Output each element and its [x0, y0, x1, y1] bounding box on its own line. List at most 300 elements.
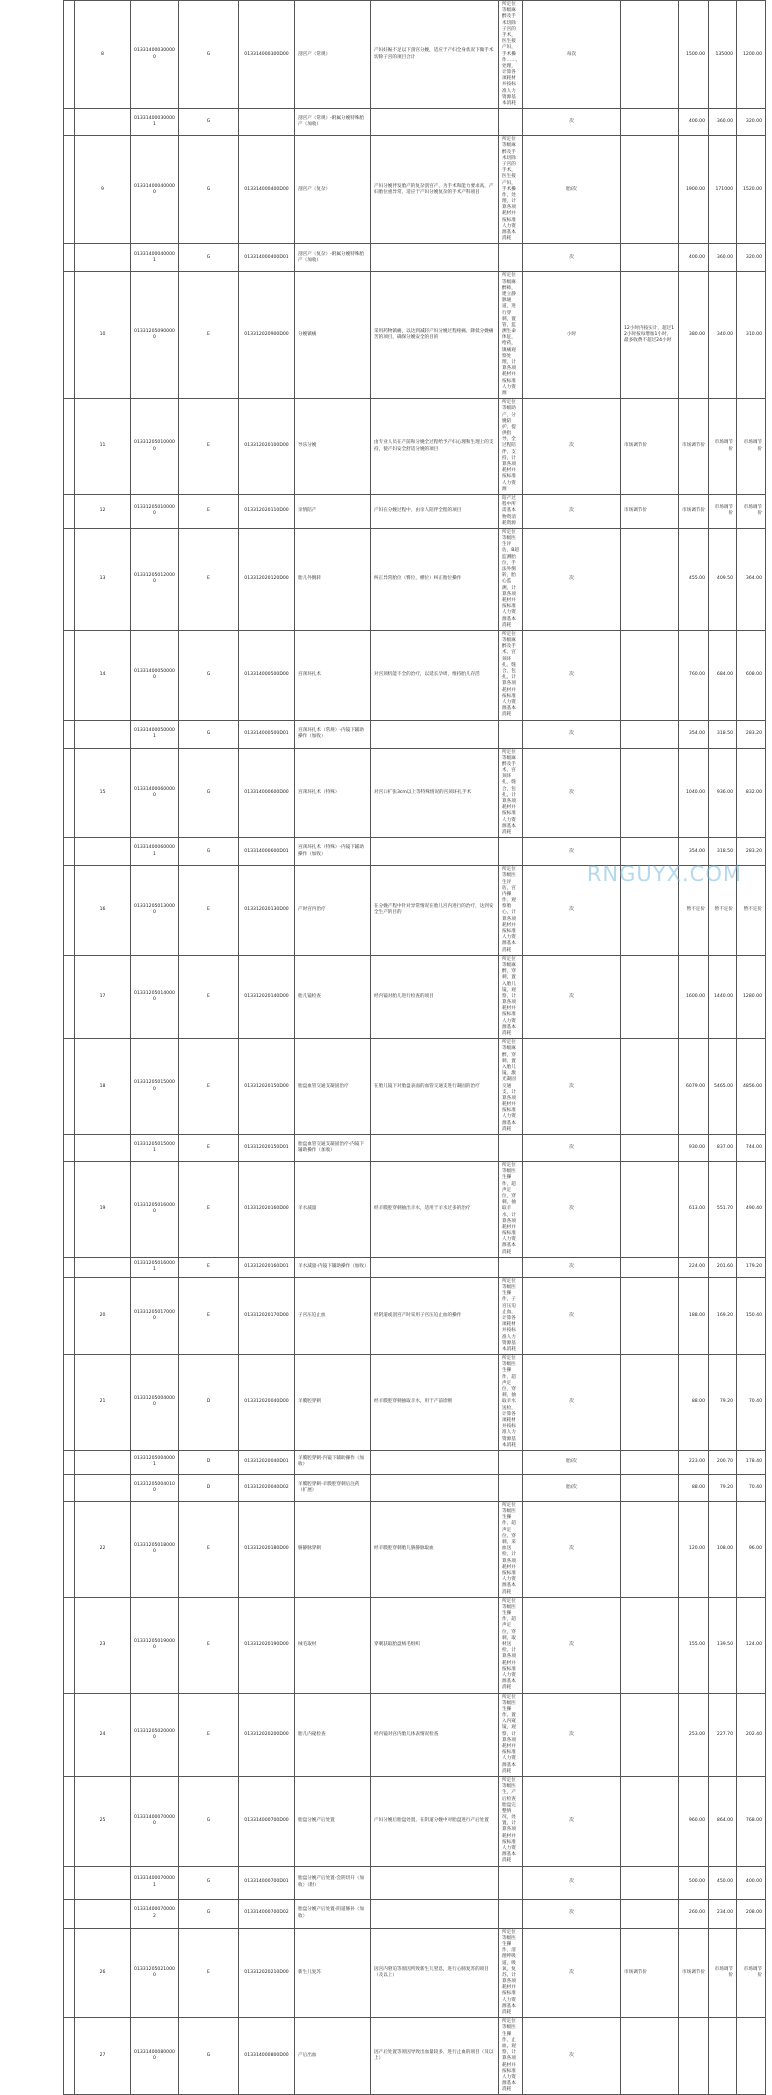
- item-description: 在胎儿镜下对胎盘表面的血管交通支进行凝固的治疗: [371, 1039, 499, 1135]
- table-row: [64, 748, 766, 838]
- price-note: [621, 720, 679, 748]
- item-description: 产妇妊娠不足以下剖宫分娩，适应于产妇全身状况下做手术切除子宫的项目合计: [371, 1, 499, 109]
- price-tier-2: 837.00: [709, 1135, 737, 1162]
- item-description: 采用药物镇痛，以达到减轻产妇分娩过程疼痛，降低分娩痛苦的项目，确保分娩安全的目的: [371, 272, 499, 399]
- price-tier-3: 283.20: [737, 720, 766, 748]
- price-tier-2: 135000: [709, 1, 737, 109]
- item-name: 子宫压迫止血: [295, 1277, 371, 1354]
- price-tier-1: [679, 2018, 709, 2095]
- pricing-unit: 胎/次: [523, 1474, 621, 1501]
- table-row: [64, 1776, 766, 1866]
- table-row: [64, 630, 766, 720]
- row-margin-cell: [64, 955, 75, 1038]
- service-content: 陪产过程中所需基本物资消耗资源: [499, 494, 523, 528]
- service-content: 所定位等级医生操作，止血，观察，计算各项耗材并按标准人力资源基本消耗: [499, 2018, 523, 2095]
- sub-code: 013314000700D02: [239, 1899, 295, 1928]
- pricing-unit: 次: [523, 109, 621, 136]
- price-note: [621, 1355, 679, 1451]
- price-note: [621, 1501, 679, 1597]
- item-name: 分娩镇痛: [295, 272, 371, 399]
- item-category: E: [179, 528, 239, 630]
- price-tier-3: 178.40: [737, 1450, 766, 1474]
- sub-code: 013314000600D01: [239, 838, 295, 866]
- item-name: 宫颈环扎术: [295, 630, 371, 720]
- item-description: 产妇在分娩过程中，由亲人陪伴全程的项目: [371, 494, 499, 528]
- price-note: [621, 1597, 679, 1693]
- table-row: [64, 2018, 766, 2095]
- item-code: 013314000600001: [131, 838, 179, 866]
- service-content: 所定位等级麻醉及手术切除子宫的手术，医生接产妇，手术操作……，处理，计算各项耗材并按标准人力资源基本消耗: [499, 1, 523, 109]
- price-tier-2: 360.00: [709, 244, 737, 272]
- price-tier-3: 1280.00: [737, 955, 766, 1038]
- table-row: [64, 1474, 766, 1501]
- item-description: 因产后处置等原因导致出血量较多，进行止血的项目（及以上）: [371, 2018, 499, 2095]
- pricing-unit: 胎/次: [523, 136, 621, 244]
- service-content: 所定位等级医生操作，超声定位，穿刺，取材送检，计算各项耗材并按标准人力资源基本消耗: [499, 1597, 523, 1693]
- item-name: 导乐分娩: [295, 399, 371, 495]
- pricing-unit: 次: [523, 1928, 621, 2018]
- item-name: 亲情陪产: [295, 494, 371, 528]
- table-row: [64, 1597, 766, 1693]
- item-name: 羊膜腔穿刺-羊膜腔穿刺后注药（扩展）: [295, 1474, 371, 1501]
- service-content: [499, 109, 523, 136]
- row-seq: 23: [75, 1597, 131, 1693]
- item-category: E: [179, 1597, 239, 1693]
- item-category: G: [179, 1, 239, 109]
- item-code: 013312050180000: [131, 1501, 179, 1597]
- item-category: G: [179, 1899, 239, 1928]
- service-content: [499, 1866, 523, 1899]
- pricing-unit: 次: [523, 244, 621, 272]
- table-row: [64, 136, 766, 244]
- item-category: E: [179, 1039, 239, 1135]
- price-note: [621, 1776, 679, 1866]
- row-seq: [75, 109, 131, 136]
- item-code: 013314000400001: [131, 244, 179, 272]
- price-tier-1: 暂不定价: [679, 866, 709, 956]
- item-name: 羊水减量: [295, 1162, 371, 1258]
- price-tier-3: 283.20: [737, 838, 766, 866]
- item-description: [371, 1135, 499, 1162]
- table-row: [64, 1277, 766, 1354]
- item-code: 013312050040000: [131, 1355, 179, 1451]
- table-row: [64, 1039, 766, 1135]
- item-description: [371, 1866, 499, 1899]
- price-tier-3: 4856.00: [737, 1039, 766, 1135]
- table-row: [64, 1135, 766, 1162]
- sub-code: 013312020150D01: [239, 1135, 295, 1162]
- price-tier-2: 864.00: [709, 1776, 737, 1866]
- price-tier-1: 760.00: [679, 630, 709, 720]
- item-name: 羊膜腔穿刺: [295, 1355, 371, 1451]
- price-tier-3: 暂不定价: [737, 866, 766, 956]
- price-note: [621, 1039, 679, 1135]
- pricing-unit: 次: [523, 748, 621, 838]
- item-category: G: [179, 630, 239, 720]
- item-name: 胎儿外倒转: [295, 528, 371, 630]
- item-description: [371, 1474, 499, 1501]
- price-tier-1: 380.00: [679, 272, 709, 399]
- item-name: 剖宫产（复杂）: [295, 136, 371, 244]
- price-note: [621, 1162, 679, 1258]
- price-note: 12小时内按实计，超过12小时按每增加1小时，最多收费不超过24小时: [621, 272, 679, 399]
- sub-code: 013312020120D00: [239, 528, 295, 630]
- item-description: 对宫口扩张3cm以上等特殊情况的宫颈环扎手术: [371, 748, 499, 838]
- item-description: 经羊膜腔穿刺抽出羊水，适用于羊水过多的治疗: [371, 1162, 499, 1258]
- row-seq: [75, 1474, 131, 1501]
- item-name: 胎儿镜检查: [295, 955, 371, 1038]
- item-code: 013314000300000: [131, 1, 179, 109]
- row-margin-cell: [64, 720, 75, 748]
- pricing-unit: 次: [523, 1257, 621, 1277]
- item-code: 013312050160001: [131, 1257, 179, 1277]
- item-code: 013314000500000: [131, 630, 179, 720]
- row-seq: [75, 1257, 131, 1277]
- row-margin-cell: [64, 1928, 75, 2018]
- item-description: [371, 1450, 499, 1474]
- service-content: [499, 1474, 523, 1501]
- row-margin-cell: [64, 630, 75, 720]
- price-tier-1: 188.00: [679, 1277, 709, 1354]
- pricing-unit: 次: [523, 1355, 621, 1451]
- service-content: 所定位等级医生，产后检查胎盘完整情况，处置，计算各项耗材并按标准人力资源基本消耗: [499, 1776, 523, 1866]
- item-category: E: [179, 1257, 239, 1277]
- table-row: [64, 1501, 766, 1597]
- price-note: [621, 1866, 679, 1899]
- price-note: [621, 1899, 679, 1928]
- price-note: [621, 109, 679, 136]
- pricing-unit: 次: [523, 1501, 621, 1597]
- item-category: E: [179, 1501, 239, 1597]
- item-category: E: [179, 1277, 239, 1354]
- pricing-unit: 次: [523, 528, 621, 630]
- row-seq: 8: [75, 1, 131, 109]
- price-tier-3: 市场调节价: [737, 399, 766, 495]
- item-description: 产妇分娩伴发胎产的复杂剖宫产，为手术和能力要求高，产妇胎位重异常，适应于产妇分娩复杂的手术产科项目: [371, 136, 499, 244]
- row-seq: 18: [75, 1039, 131, 1135]
- price-tier-1: 市场调节价: [679, 1928, 709, 2018]
- row-seq: 21: [75, 1355, 131, 1451]
- row-margin-cell: [64, 399, 75, 495]
- item-code: 013312050150001: [131, 1135, 179, 1162]
- price-note: 市场调节价: [621, 494, 679, 528]
- item-code: 013312050210000: [131, 1928, 179, 2018]
- item-category: D: [179, 1450, 239, 1474]
- price-tier-3: 70.40: [737, 1355, 766, 1451]
- price-tier-2: 市场调节价: [709, 494, 737, 528]
- price-tier-2: 200.70: [709, 1450, 737, 1474]
- sub-code: 013312020180D00: [239, 1501, 295, 1597]
- service-content: [499, 1899, 523, 1928]
- row-seq: [75, 838, 131, 866]
- row-margin-cell: [64, 1693, 75, 1776]
- item-code: 013314000400000: [131, 136, 179, 244]
- service-content: 所定位等级医生操作，置入内窥镜，观察，计算各项耗材并按标准人力资源基本消耗: [499, 1693, 523, 1776]
- row-margin-cell: [64, 109, 75, 136]
- pricing-unit: 每次: [523, 1, 621, 109]
- table-row: [64, 1866, 766, 1899]
- price-tier-2: 409.50: [709, 528, 737, 630]
- price-tier-1: 市场调节价: [679, 494, 709, 528]
- price-tier-3: 1520.00: [737, 136, 766, 244]
- item-category: G: [179, 109, 239, 136]
- price-tier-2: 108.00: [709, 1501, 737, 1597]
- row-seq: 15: [75, 748, 131, 838]
- item-category: G: [179, 244, 239, 272]
- item-category: G: [179, 1866, 239, 1899]
- price-tier-1: 88.00: [679, 1474, 709, 1501]
- service-content: 所定位等级医生操作，超声定位，穿刺，抽取羊水，计算各项耗材并按标准人力资源基本消耗: [499, 1162, 523, 1258]
- price-tier-1: 1600.00: [679, 955, 709, 1038]
- row-seq: 14: [75, 630, 131, 720]
- row-margin-cell: [64, 494, 75, 528]
- item-code: 013314000700002: [131, 1899, 179, 1928]
- price-tier-1: 930.00: [679, 1135, 709, 1162]
- price-note: [621, 748, 679, 838]
- table-row: [64, 272, 766, 399]
- price-tier-2: 139.50: [709, 1597, 737, 1693]
- service-content: 所定位等级医生评估，B超监测胎位，手法外倒转，胎心监测，计算各项耗材并按标准人力资源基本消耗: [499, 528, 523, 630]
- price-tier-1: 455.00: [679, 528, 709, 630]
- row-margin-cell: [64, 272, 75, 399]
- row-margin-cell: [64, 1597, 75, 1693]
- item-description: 对宫颈机能不全的治疗，以延长孕周，维持胎儿存活: [371, 630, 499, 720]
- price-note: [621, 528, 679, 630]
- price-note: [621, 1450, 679, 1474]
- price-tier-1: 6079.00: [679, 1039, 709, 1135]
- item-name: 胎盘血管交通支凝固治疗-内镜下辅助操作（加收）: [295, 1135, 371, 1162]
- row-margin-cell: [64, 1039, 75, 1135]
- item-name: 胎盘血管交通支凝固治疗: [295, 1039, 371, 1135]
- table-row: [64, 109, 766, 136]
- pricing-unit: 次: [523, 1039, 621, 1135]
- row-seq: 27: [75, 2018, 131, 2095]
- service-content: 所定位等级麻醉，穿刺，置入胎儿镜，观察，计算各项耗材并按标准人力资源基本消耗: [499, 955, 523, 1038]
- item-category: E: [179, 1135, 239, 1162]
- item-category: E: [179, 866, 239, 956]
- row-seq: 17: [75, 955, 131, 1038]
- pricing-unit: 次: [523, 1866, 621, 1899]
- item-description: [371, 838, 499, 866]
- price-tier-1: 1900.00: [679, 136, 709, 244]
- row-margin-cell: [64, 528, 75, 630]
- item-name: 产时宫内治疗: [295, 866, 371, 956]
- price-tier-1: 1040.00: [679, 748, 709, 838]
- row-seq: 22: [75, 1501, 131, 1597]
- item-name: 产后出血: [295, 2018, 371, 2095]
- item-category: G: [179, 838, 239, 866]
- sub-code: 013314000400D00: [239, 136, 295, 244]
- item-category: G: [179, 748, 239, 838]
- price-tier-1: 1500.00: [679, 1, 709, 109]
- price-tier-2: 936.00: [709, 748, 737, 838]
- row-seq: 12: [75, 494, 131, 528]
- item-code: 013314000500001: [131, 720, 179, 748]
- price-tier-3: 150.40: [737, 1277, 766, 1354]
- sub-code: 013312020160D00: [239, 1162, 295, 1258]
- item-code: 013312050200000: [131, 1693, 179, 1776]
- item-code: 013312050040001: [131, 1450, 179, 1474]
- price-note: [621, 1277, 679, 1354]
- pricing-unit: 次: [523, 1693, 621, 1776]
- row-seq: 19: [75, 1162, 131, 1258]
- item-code: 013312050100000: [131, 494, 179, 528]
- price-tier-2: 79.20: [709, 1355, 737, 1451]
- price-tier-2: 450.00: [709, 1866, 737, 1899]
- row-margin-cell: [64, 136, 75, 244]
- price-tier-2: 360.00: [709, 109, 737, 136]
- price-tier-2: 684.00: [709, 630, 737, 720]
- row-seq: [75, 1135, 131, 1162]
- price-tier-3: 364.00: [737, 528, 766, 630]
- price-tier-1: 960.00: [679, 1776, 709, 1866]
- price-note: [621, 630, 679, 720]
- row-margin-cell: [64, 1776, 75, 1866]
- price-tier-2: 340.00: [709, 272, 737, 399]
- item-name: 胎盘分娩产后处置-会阴切开（加收）（附）: [295, 1866, 371, 1899]
- price-note: [621, 955, 679, 1038]
- sub-code: 013312020040D00: [239, 1355, 295, 1451]
- price-tier-2: 227.70: [709, 1693, 737, 1776]
- item-category: E: [179, 1162, 239, 1258]
- pricing-unit: 次: [523, 1776, 621, 1866]
- price-tier-3: [737, 2018, 766, 2095]
- service-content: [499, 244, 523, 272]
- item-description: 经阴道或剖宫产时采用子宫压迫止血的操作: [371, 1277, 499, 1354]
- price-tier-3: 124.00: [737, 1597, 766, 1693]
- price-tier-1: 223.00: [679, 1450, 709, 1474]
- item-name: 宫颈环扎术（特殊）: [295, 748, 371, 838]
- price-tier-1: 155.00: [679, 1597, 709, 1693]
- price-note: 市场调节价: [621, 399, 679, 495]
- sub-code: 013312020170D00: [239, 1277, 295, 1354]
- price-tier-1: 253.00: [679, 1693, 709, 1776]
- sub-code: 013314000500D00: [239, 630, 295, 720]
- pricing-unit: 次: [523, 1899, 621, 1928]
- price-tier-2: 171000: [709, 136, 737, 244]
- service-content: [499, 1135, 523, 1162]
- item-description: [371, 109, 499, 136]
- table-row: [64, 528, 766, 630]
- row-seq: 9: [75, 136, 131, 244]
- item-name: 剖宫产（复杂）-附属分娩特殊胎产（加收）: [295, 244, 371, 272]
- row-seq: [75, 1899, 131, 1928]
- sub-code: 013314000700D00: [239, 1776, 295, 1866]
- item-description: 因宫内窘迫等原因所致新生儿窒息，进行心肺复苏的项目（及以上）: [371, 1928, 499, 2018]
- item-name: 胎盘分娩产后处置: [295, 1776, 371, 1866]
- price-tier-3: 市场调节价: [737, 494, 766, 528]
- item-category: E: [179, 399, 239, 495]
- sub-code: [239, 109, 295, 136]
- pricing-unit: 胎/次: [523, 1450, 621, 1474]
- pricing-unit: 次: [523, 1162, 621, 1258]
- item-description: [371, 720, 499, 748]
- sub-code: 013314000500D01: [239, 720, 295, 748]
- price-tier-1: 354.00: [679, 720, 709, 748]
- item-name: 胎盘分娩产后处置-阴道修补（加收）: [295, 1899, 371, 1928]
- sub-code: 013312020150D00: [239, 1039, 295, 1135]
- service-content: [499, 1257, 523, 1277]
- price-tier-3: 744.00: [737, 1135, 766, 1162]
- price-tier-2: 201.60: [709, 1257, 737, 1277]
- pricing-unit: 次: [523, 2018, 621, 2095]
- table-row: [64, 244, 766, 272]
- item-description: 经羊膜腔穿刺抽取羊水，用于产前诊断: [371, 1355, 499, 1451]
- table-row: [64, 1, 766, 109]
- service-content: [499, 720, 523, 748]
- price-tier-1: 市场调节价: [679, 399, 709, 495]
- service-content: 所定位等级麻醉，穿刺，置入胎儿镜，激光凝固交通支，计算各项耗材并按标准人力资源基本消耗: [499, 1039, 523, 1135]
- price-tier-3: 768.00: [737, 1776, 766, 1866]
- sub-code: 013312020100D00: [239, 399, 295, 495]
- price-tier-1: 224.00: [679, 1257, 709, 1277]
- item-category: G: [179, 136, 239, 244]
- price-tier-1: 613.00: [679, 1162, 709, 1258]
- item-description: 由专业人员在产前和分娩全过程给予产妇心理和生理上的支持，使产妇安全舒适分娩的项目: [371, 399, 499, 495]
- item-code: 013314000700001: [131, 1866, 179, 1899]
- price-tier-2: 79.20: [709, 1474, 737, 1501]
- price-note: [621, 1, 679, 109]
- price-tier-3: 832.00: [737, 748, 766, 838]
- table-row: [64, 1450, 766, 1474]
- row-margin-cell: [64, 1866, 75, 1899]
- price-tier-2: 318.50: [709, 720, 737, 748]
- service-content: 所定位等级助产，分娩陪护，提供指导，全过程陪伴，支持，计算各项耗材并按标准人力资源: [499, 399, 523, 495]
- price-tier-2: 169.20: [709, 1277, 737, 1354]
- item-name: 宫颈环扎术（特殊）-内镜下辅助操作（加收）: [295, 838, 371, 866]
- row-seq: [75, 1866, 131, 1899]
- item-name: 脐静脉穿刺: [295, 1501, 371, 1597]
- pricing-unit: 次: [523, 1597, 621, 1693]
- item-code: 013312050900000: [131, 272, 179, 399]
- price-tier-3: 179.20: [737, 1257, 766, 1277]
- table-row: [64, 720, 766, 748]
- pricing-unit: 次: [523, 1277, 621, 1354]
- row-seq: 13: [75, 528, 131, 630]
- service-content: 所定位等级医生评估，宫内操作，观察胎心，计算各项耗材并按标准人力资源基本消耗: [499, 866, 523, 956]
- table-row: [64, 1899, 766, 1928]
- item-name: 羊水减量-内镜下辅助操作（加收）: [295, 1257, 371, 1277]
- item-description: [371, 1899, 499, 1928]
- item-code: 013314000800000: [131, 2018, 179, 2095]
- row-margin-cell: [64, 1257, 75, 1277]
- table-row: [64, 1928, 766, 2018]
- row-margin-cell: [64, 1474, 75, 1501]
- table-row: [64, 1693, 766, 1776]
- service-content: 所定位等级医生操作，超声定位，穿刺，采血送检，计算各项耗材并按标准人力资源基本消耗: [499, 1501, 523, 1597]
- row-margin-cell: [64, 1277, 75, 1354]
- sub-code: 013314000700D01: [239, 1866, 295, 1899]
- price-tier-3: 202.40: [737, 1693, 766, 1776]
- item-code: 013312050140000: [131, 955, 179, 1038]
- row-seq: 10: [75, 272, 131, 399]
- price-note: [621, 1257, 679, 1277]
- item-category: E: [179, 1693, 239, 1776]
- row-seq: 26: [75, 1928, 131, 2018]
- fee-table: [63, 0, 766, 2095]
- sub-code: 013312020900D00: [239, 272, 295, 399]
- item-code: 013312050190000: [131, 1597, 179, 1693]
- item-name: 羊膜腔穿刺-内镜下辅助操作（加收）: [295, 1450, 371, 1474]
- service-content: [499, 1450, 523, 1474]
- watermark-text: RNGUYX.COM: [586, 862, 742, 886]
- price-tier-3: 96.00: [737, 1501, 766, 1597]
- fee-table-body: [64, 1, 766, 2095]
- item-description: 在分娩产程中针对异常情况在胎儿宫内进行的治疗，达到安全生产的目的: [371, 866, 499, 956]
- row-margin-cell: [64, 1355, 75, 1451]
- item-name: 绒毛取材: [295, 1597, 371, 1693]
- row-seq: 25: [75, 1776, 131, 1866]
